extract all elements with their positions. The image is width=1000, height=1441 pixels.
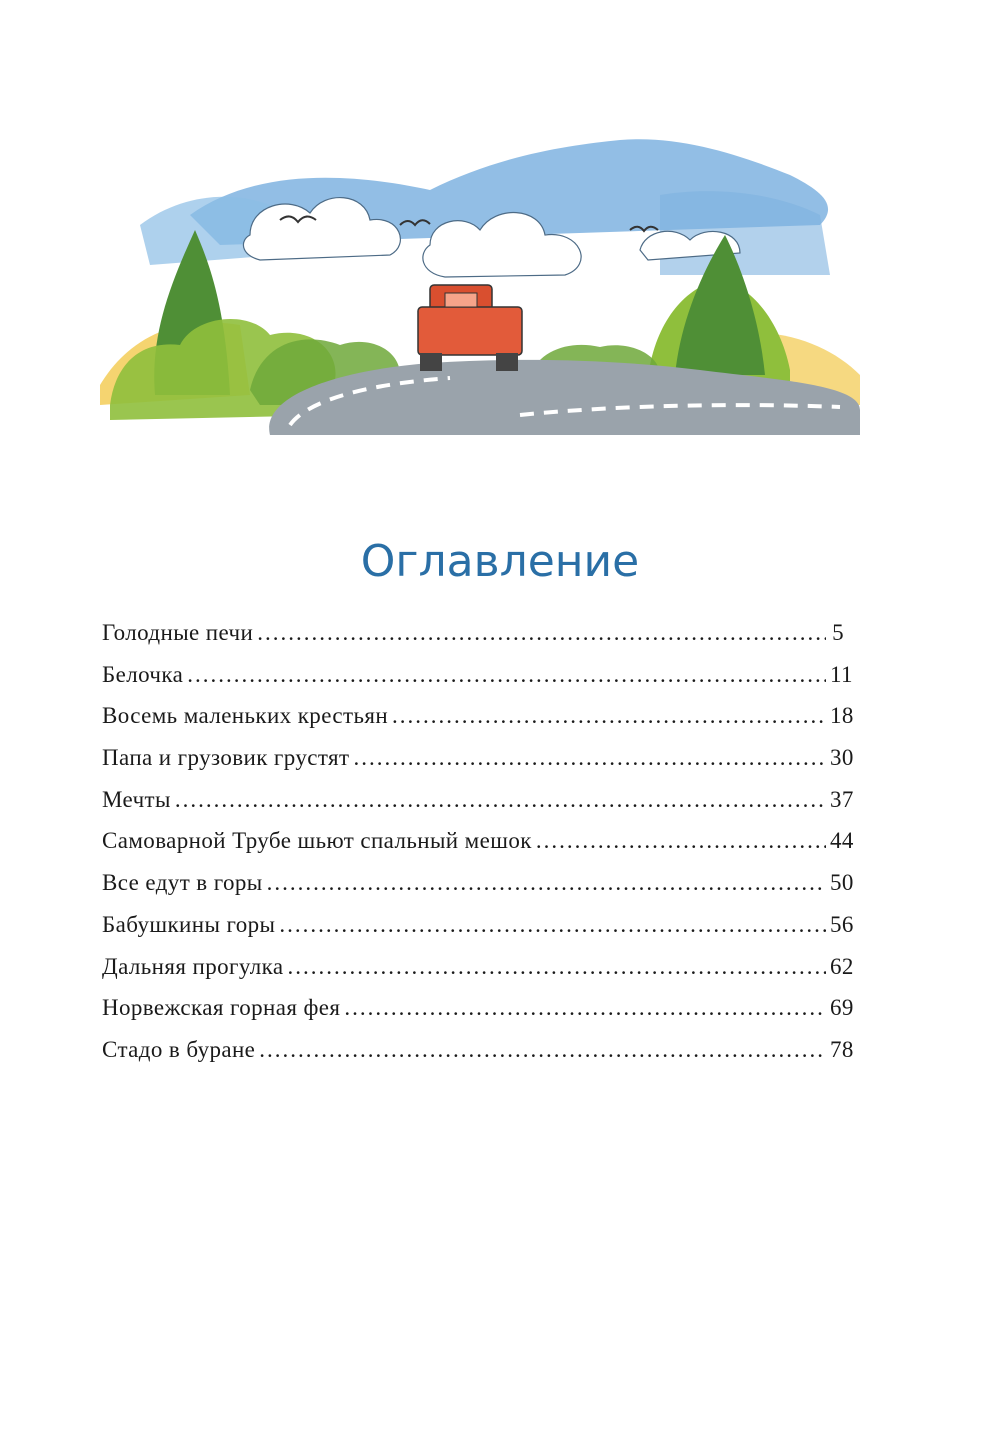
toc-dot-leader — [392, 695, 826, 737]
toc-entry-page: 37 — [830, 786, 854, 812]
toc-entry-label: Голодные печи — [102, 620, 254, 645]
toc-entry[interactable] — [102, 862, 854, 904]
toc-entry-label: Все едут в горы — [102, 870, 263, 896]
toc-entry[interactable] — [102, 695, 854, 737]
toc-entry-page: 69 — [830, 995, 854, 1021]
toc-entry[interactable] — [102, 612, 844, 654]
toc-entry-page: 62 — [830, 953, 854, 979]
toc-entry-page: 44 — [830, 828, 854, 854]
toc-entry-label: Стадо в буране — [102, 1036, 256, 1062]
toc-dot-leader — [259, 1029, 826, 1071]
toc-entry-label: Белочка — [102, 661, 184, 687]
toc-entry-page: 50 — [830, 870, 854, 896]
toc-dot-leader — [257, 612, 826, 654]
toc-entry[interactable] — [102, 946, 854, 988]
truck — [418, 285, 522, 371]
toc-entry-page: 78 — [830, 1036, 854, 1062]
toc-entry-page: 30 — [830, 745, 854, 771]
toc-entry-page: 5 — [832, 620, 844, 645]
toc-entry-label: Бабушкины горы — [102, 911, 276, 937]
toc-entry[interactable] — [102, 987, 854, 1029]
toc-dot-leader — [175, 779, 826, 821]
toc-entry-label: Норвежская горная фея — [102, 995, 341, 1021]
toc-entry[interactable] — [102, 904, 854, 946]
toc-entry-label: Дальняя прогулка — [102, 953, 284, 979]
toc-entry[interactable] — [102, 654, 853, 696]
road-trip-illustration — [100, 135, 870, 435]
toc-list — [102, 612, 854, 1071]
toc-entry-label: Самоварной Трубе шьют спальный мешок — [102, 828, 532, 854]
toc-entry-label: Восемь маленьких крестьян — [102, 703, 389, 729]
toc-dot-leader — [279, 904, 826, 946]
toc-entry-page: 18 — [830, 703, 854, 729]
toc-dot-leader — [187, 654, 826, 696]
toc-entry-page: 11 — [830, 661, 853, 687]
toc-entry[interactable] — [102, 737, 854, 779]
toc-entry-page: 56 — [830, 911, 854, 937]
toc-dot-leader — [287, 946, 826, 988]
toc-entry[interactable] — [102, 820, 854, 862]
toc-dot-leader — [344, 987, 826, 1029]
toc-title: Оглавление — [360, 536, 640, 587]
toc-dot-leader — [267, 862, 826, 904]
toc-entry[interactable] — [102, 1029, 854, 1071]
toc-entry-label: Папа и грузовик грустят — [102, 745, 350, 771]
toc-dot-leader — [536, 820, 826, 862]
toc-entry-label: Мечты — [102, 786, 171, 812]
toc-dot-leader — [353, 737, 826, 779]
toc-entry[interactable] — [102, 779, 854, 821]
